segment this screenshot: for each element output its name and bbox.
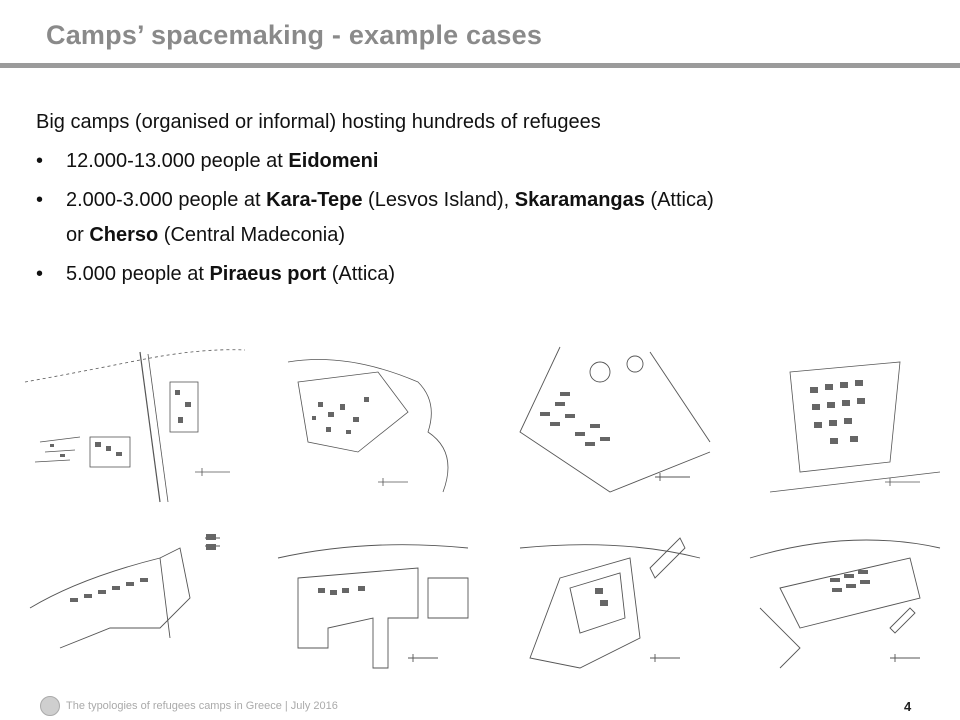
bullet-dot: •	[36, 150, 44, 172]
bullet-piraeus: • 5.000 people at Piraeus port (Attica)	[36, 263, 396, 285]
place-eidomeni: Eidomeni	[288, 150, 379, 172]
sketch-eidomeni	[20, 342, 248, 512]
sketch-piraeus-3	[500, 518, 720, 688]
sketch-piraeus-4	[740, 518, 960, 688]
bullet-dot: •	[36, 263, 44, 285]
site-plan-sketch	[500, 342, 720, 512]
place-kara-tepe: Kara-Tepe	[266, 189, 363, 211]
site-plan-sketch	[268, 518, 482, 688]
page-number: 4	[904, 699, 912, 714]
site-plan-sketch	[740, 342, 960, 512]
intro-text: Big camps (organised or informal) hosting hundreds of refugees	[36, 111, 601, 133]
slide-title: Camps’ spacemaking - example cases	[46, 20, 543, 50]
slide-body	[36, 112, 916, 303]
sketch-grid	[0, 338, 960, 688]
bullet-eidomeni: • 12.000-13.000 people at Eidomeni	[36, 150, 379, 172]
sketch-cherso	[740, 342, 960, 512]
bullet-continuation: or Cherso (Central Madeconia)	[66, 224, 345, 246]
sketch-skaramangas	[500, 342, 720, 512]
sketch-piraeus-1	[20, 518, 248, 688]
place-cherso: Cherso	[89, 224, 159, 246]
site-plan-sketch	[268, 342, 482, 512]
site-plan-sketch	[500, 518, 720, 688]
footer-text: The typologies of refugees camps in Greece | July 2016	[66, 700, 338, 712]
place-piraeus-port: Piraeus port	[209, 263, 327, 285]
bullet-dot: •	[36, 189, 44, 211]
sketch-piraeus-2	[268, 518, 482, 688]
site-plan-sketch	[20, 518, 248, 688]
title-divider	[0, 63, 960, 68]
place-skaramangas: Skaramangas	[514, 189, 645, 211]
sketch-kara-tepe	[268, 342, 482, 512]
bullet-medium-camps: • 2.000-3.000 people at Kara-Tepe (Lesvos Island), Skaramangas (Attica)	[36, 189, 714, 211]
footer	[0, 690, 960, 720]
university-seal-icon	[40, 696, 60, 716]
site-plan-sketch	[20, 342, 248, 512]
site-plan-sketch	[740, 518, 960, 688]
